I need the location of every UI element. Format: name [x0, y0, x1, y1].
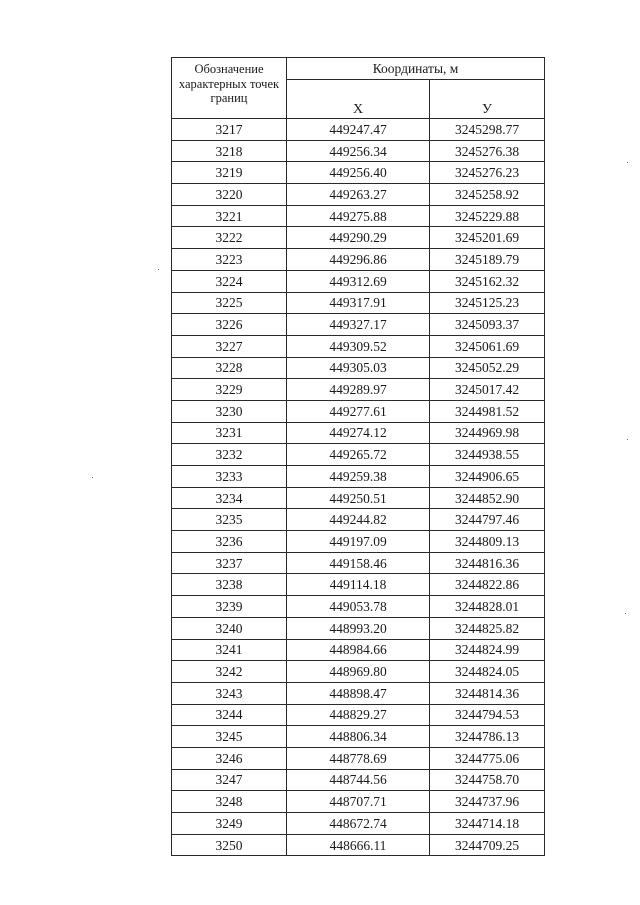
y-coordinate-cell: 3244824.05	[430, 661, 545, 683]
table-row	[172, 227, 545, 249]
point-id-cell: 3218	[172, 140, 287, 162]
point-id-cell: 3236	[172, 531, 287, 553]
x-column-header: Х	[287, 80, 430, 119]
table-body	[172, 119, 545, 856]
y-coordinate-cell: 3244969.98	[430, 422, 545, 444]
y-coordinate-cell: 3244814.36	[430, 682, 545, 704]
table-row	[172, 400, 545, 422]
table-row	[172, 292, 545, 314]
point-id-cell: 3226	[172, 314, 287, 336]
scan-speck	[625, 613, 626, 614]
x-coordinate-cell: 449274.12	[287, 422, 430, 444]
table-row	[172, 726, 545, 748]
x-coordinate-cell: 449247.47	[287, 119, 430, 141]
x-coordinate-cell: 449289.97	[287, 379, 430, 401]
table-row	[172, 444, 545, 466]
point-id-cell: 3223	[172, 249, 287, 271]
table-header	[172, 58, 545, 119]
x-coordinate-cell: 448778.69	[287, 747, 430, 769]
table-row	[172, 335, 545, 357]
table-row	[172, 704, 545, 726]
y-coordinate-cell: 3244906.65	[430, 466, 545, 488]
x-coordinate-cell: 449250.51	[287, 487, 430, 509]
table-row	[172, 314, 545, 336]
point-id-cell: 3217	[172, 119, 287, 141]
table-row	[172, 552, 545, 574]
y-coordinate-cell: 3245093.37	[430, 314, 545, 336]
y-coordinate-cell: 3244824.99	[430, 639, 545, 661]
x-coordinate-cell: 448829.27	[287, 704, 430, 726]
table-row	[172, 205, 545, 227]
x-coordinate-cell: 448744.56	[287, 769, 430, 791]
point-id-cell: 3237	[172, 552, 287, 574]
x-coordinate-cell: 449317.91	[287, 292, 430, 314]
x-coordinate-cell: 449158.46	[287, 552, 430, 574]
y-coordinate-cell: 3244775.06	[430, 747, 545, 769]
point-id-cell: 3230	[172, 400, 287, 422]
y-coordinate-cell: 3245017.42	[430, 379, 545, 401]
point-id-cell: 3229	[172, 379, 287, 401]
point-id-cell: 3245	[172, 726, 287, 748]
x-coordinate-cell: 449327.17	[287, 314, 430, 336]
table-row	[172, 119, 545, 141]
y-coordinate-cell: 3244938.55	[430, 444, 545, 466]
y-coordinate-cell: 3244825.82	[430, 617, 545, 639]
table-row	[172, 422, 545, 444]
point-id-cell: 3244	[172, 704, 287, 726]
table-row	[172, 813, 545, 835]
y-coordinate-cell: 3245061.69	[430, 335, 545, 357]
x-coordinate-cell: 449053.78	[287, 596, 430, 618]
x-coordinate-cell: 448806.34	[287, 726, 430, 748]
point-id-cell: 3224	[172, 270, 287, 292]
table-row	[172, 466, 545, 488]
table-row	[172, 834, 545, 856]
y-coordinate-cell: 3244852.90	[430, 487, 545, 509]
y-coordinate-cell: 3245162.32	[430, 270, 545, 292]
x-coordinate-cell: 448969.80	[287, 661, 430, 683]
x-coordinate-cell: 449305.03	[287, 357, 430, 379]
point-id-cell: 3235	[172, 509, 287, 531]
y-column-header: У	[430, 80, 545, 119]
point-id-cell: 3241	[172, 639, 287, 661]
y-coordinate-cell: 3245125.23	[430, 292, 545, 314]
table-row	[172, 357, 545, 379]
x-coordinate-cell: 449244.82	[287, 509, 430, 531]
y-coordinate-cell: 3244786.13	[430, 726, 545, 748]
x-coordinate-cell: 449197.09	[287, 531, 430, 553]
y-coordinate-cell: 3244758.70	[430, 769, 545, 791]
x-coordinate-cell: 448707.71	[287, 791, 430, 813]
y-coordinate-cell: 3245052.29	[430, 357, 545, 379]
table-row	[172, 509, 545, 531]
scan-speck	[158, 269, 159, 270]
y-coordinate-cell: 3244981.52	[430, 400, 545, 422]
x-coordinate-cell: 448666.11	[287, 834, 430, 856]
point-id-cell: 3222	[172, 227, 287, 249]
y-coordinate-cell: 3244809.13	[430, 531, 545, 553]
x-coordinate-cell: 449275.88	[287, 205, 430, 227]
point-id-cell: 3234	[172, 487, 287, 509]
y-coordinate-cell: 3245201.69	[430, 227, 545, 249]
table-row	[172, 487, 545, 509]
x-coordinate-cell: 448898.47	[287, 682, 430, 704]
table-row	[172, 682, 545, 704]
point-id-cell: 3247	[172, 769, 287, 791]
table-row	[172, 574, 545, 596]
point-id-cell: 3231	[172, 422, 287, 444]
point-id-cell: 3249	[172, 813, 287, 835]
point-id-cell: 3243	[172, 682, 287, 704]
x-coordinate-cell: 449290.29	[287, 227, 430, 249]
x-coordinate-cell: 449256.40	[287, 162, 430, 184]
table-row	[172, 184, 545, 206]
x-coordinate-cell: 448672.74	[287, 813, 430, 835]
y-coordinate-cell: 3244828.01	[430, 596, 545, 618]
y-coordinate-cell: 3245189.79	[430, 249, 545, 271]
table-row	[172, 617, 545, 639]
y-coordinate-cell: 3244797.46	[430, 509, 545, 531]
point-id-cell: 3239	[172, 596, 287, 618]
y-coordinate-cell: 3244822.86	[430, 574, 545, 596]
coordinates-header: Координаты, м	[287, 58, 545, 80]
y-coordinate-cell: 3245276.38	[430, 140, 545, 162]
y-coordinate-cell: 3244714.18	[430, 813, 545, 835]
table-row	[172, 162, 545, 184]
scan-speck	[92, 477, 93, 478]
point-id-cell: 3250	[172, 834, 287, 856]
point-id-cell: 3248	[172, 791, 287, 813]
table-row	[172, 639, 545, 661]
y-coordinate-cell: 3245276.23	[430, 162, 545, 184]
y-coordinate-cell: 3245229.88	[430, 205, 545, 227]
table-row	[172, 531, 545, 553]
table-row	[172, 596, 545, 618]
point-id-cell: 3233	[172, 466, 287, 488]
y-coordinate-cell: 3245258.92	[430, 184, 545, 206]
y-coordinate-cell: 3244709.25	[430, 834, 545, 856]
point-id-cell: 3227	[172, 335, 287, 357]
table-row	[172, 791, 545, 813]
point-designation-header: Обозначение характерных точек границ	[172, 58, 287, 119]
x-coordinate-cell: 449263.27	[287, 184, 430, 206]
y-coordinate-cell: 3244737.96	[430, 791, 545, 813]
x-coordinate-cell: 449296.86	[287, 249, 430, 271]
point-id-cell: 3242	[172, 661, 287, 683]
scan-speck	[627, 162, 628, 163]
table-row	[172, 379, 545, 401]
table-row	[172, 769, 545, 791]
x-coordinate-cell: 449312.69	[287, 270, 430, 292]
point-id-cell: 3238	[172, 574, 287, 596]
table-row	[172, 661, 545, 683]
table-row	[172, 249, 545, 271]
point-id-cell: 3246	[172, 747, 287, 769]
point-id-cell: 3219	[172, 162, 287, 184]
point-id-cell: 3220	[172, 184, 287, 206]
x-coordinate-cell: 448984.66	[287, 639, 430, 661]
x-coordinate-cell: 449259.38	[287, 466, 430, 488]
y-coordinate-cell: 3244816.36	[430, 552, 545, 574]
x-coordinate-cell: 449256.34	[287, 140, 430, 162]
x-coordinate-cell: 449114.18	[287, 574, 430, 596]
x-coordinate-cell: 448993.20	[287, 617, 430, 639]
coordinates-table	[171, 57, 545, 856]
scan-speck	[627, 439, 628, 440]
point-id-cell: 3232	[172, 444, 287, 466]
table-row	[172, 270, 545, 292]
point-id-cell: 3240	[172, 617, 287, 639]
point-id-cell: 3228	[172, 357, 287, 379]
y-coordinate-cell: 3245298.77	[430, 119, 545, 141]
x-coordinate-cell: 449265.72	[287, 444, 430, 466]
x-coordinate-cell: 449277.61	[287, 400, 430, 422]
table-row	[172, 140, 545, 162]
point-id-cell: 3221	[172, 205, 287, 227]
point-id-cell: 3225	[172, 292, 287, 314]
x-coordinate-cell: 449309.52	[287, 335, 430, 357]
y-coordinate-cell: 3244794.53	[430, 704, 545, 726]
table-row	[172, 747, 545, 769]
